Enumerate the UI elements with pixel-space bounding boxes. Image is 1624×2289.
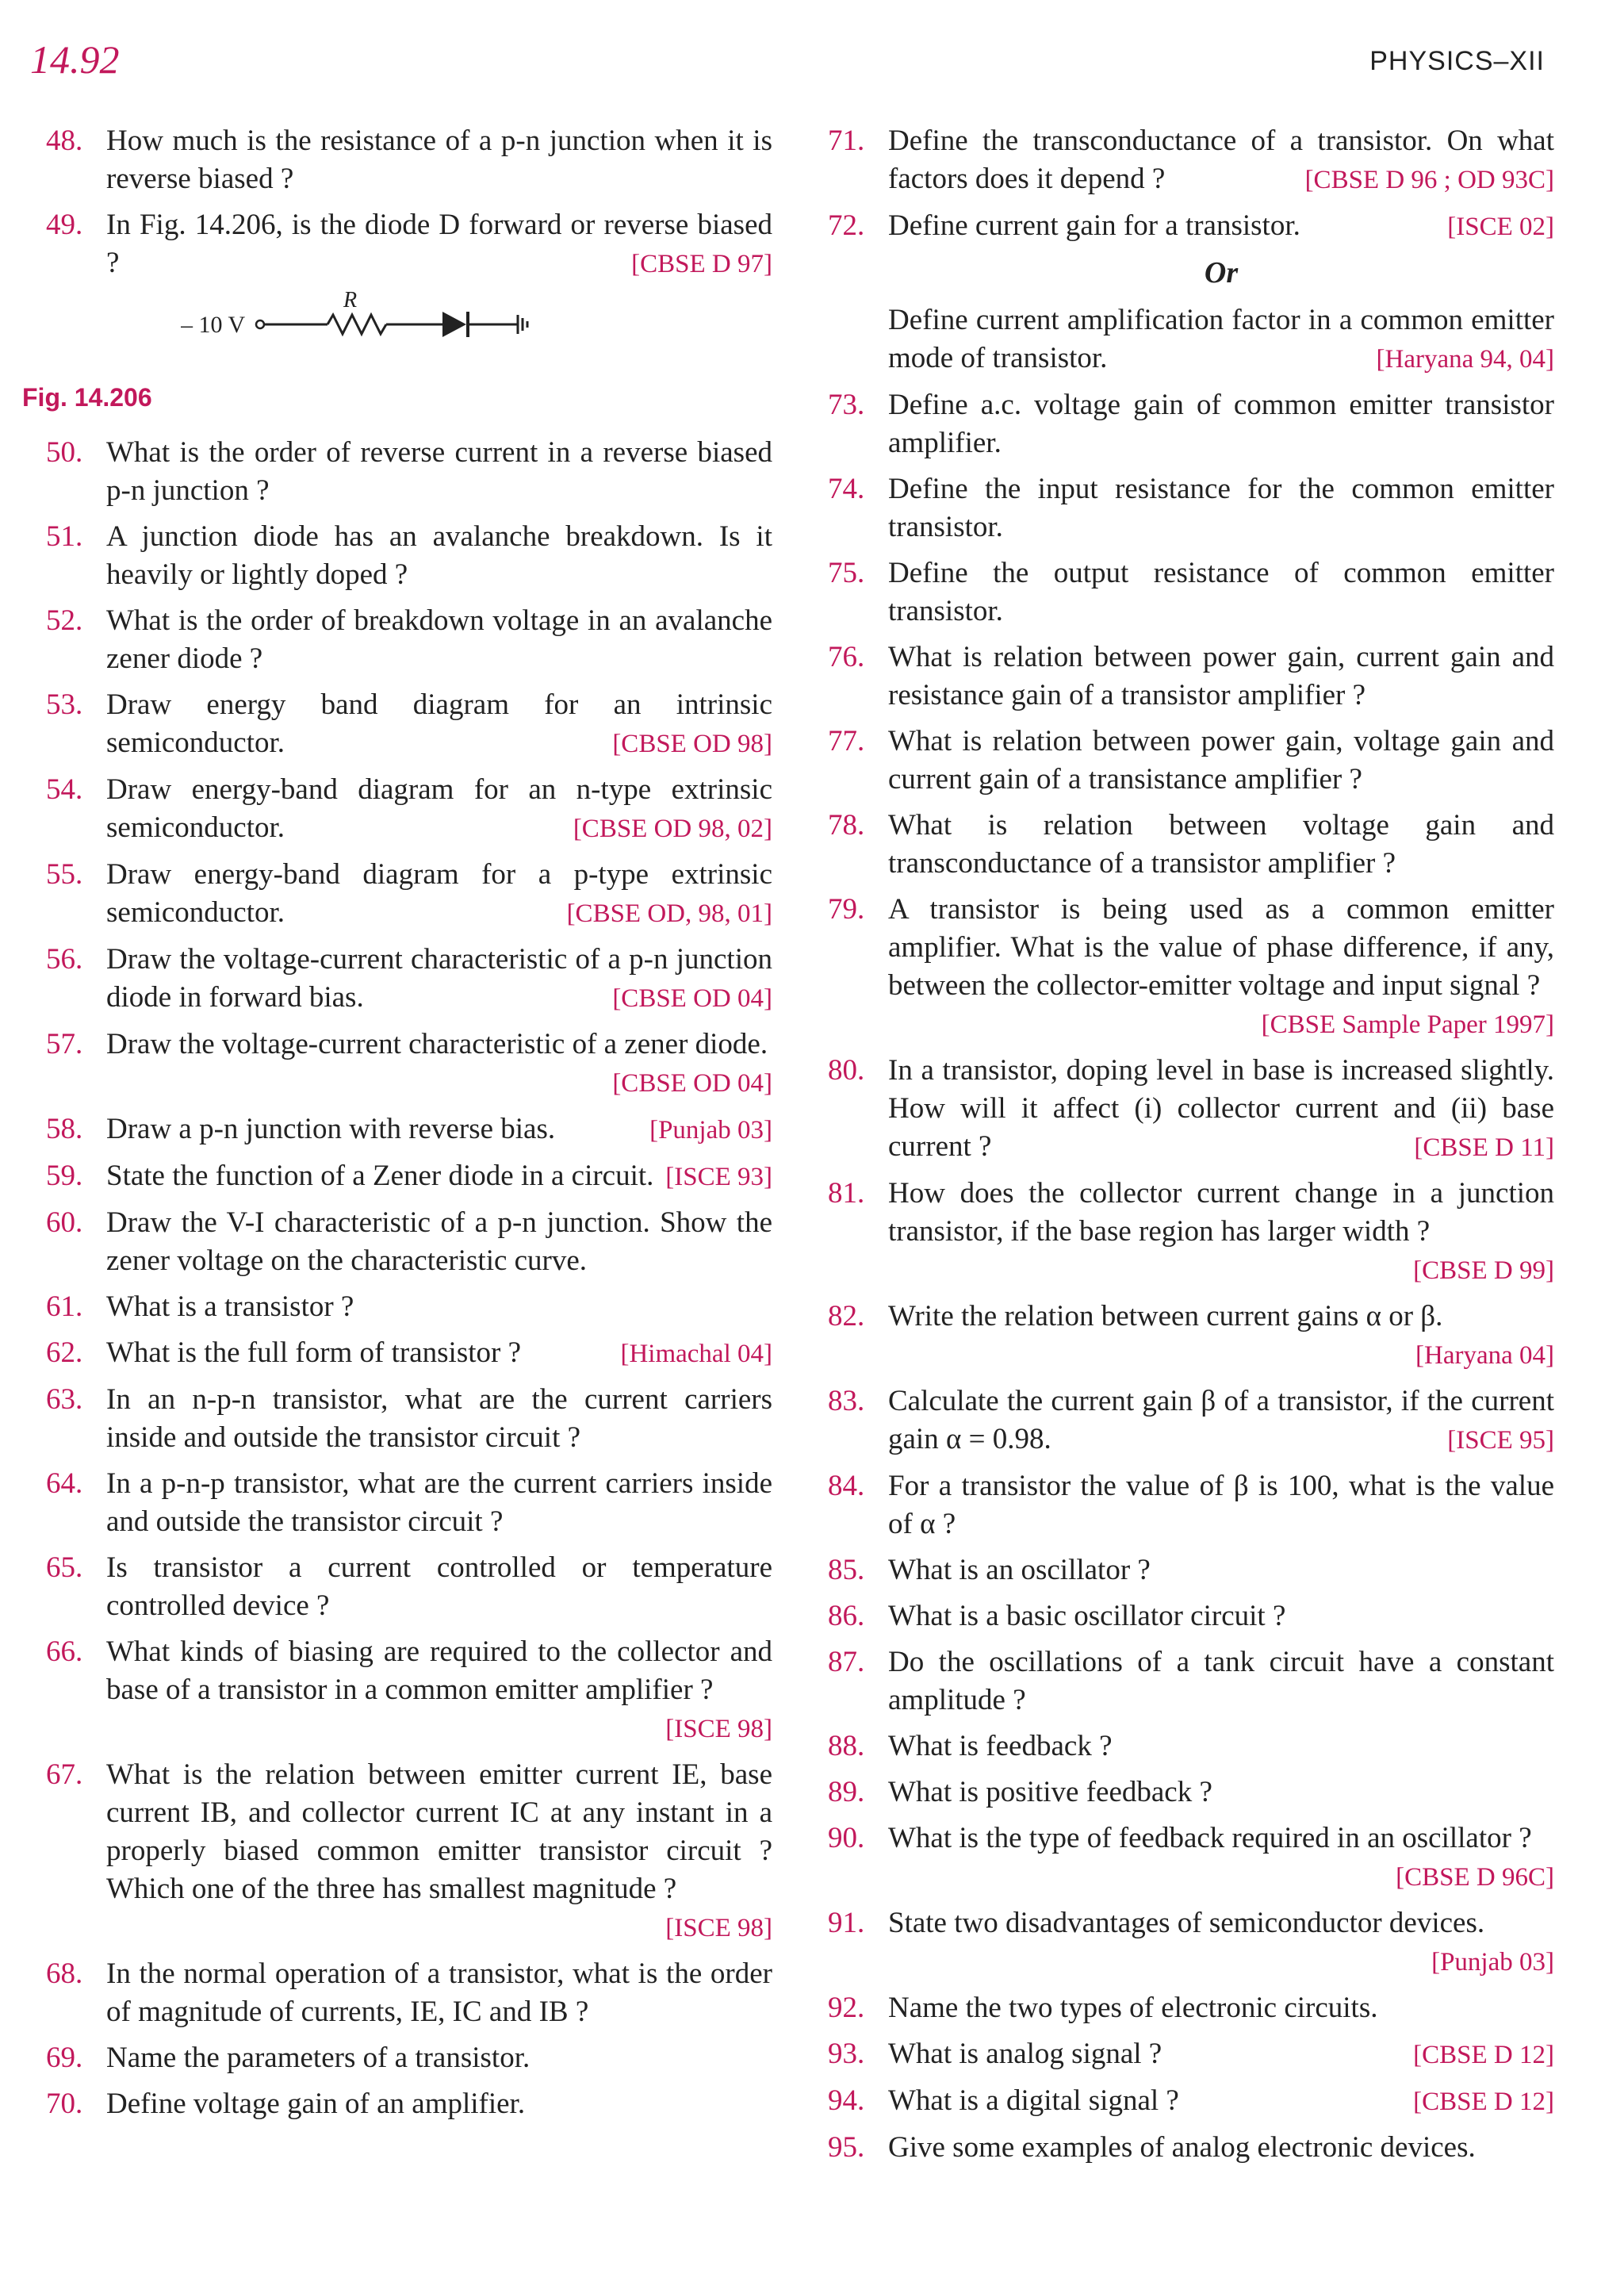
question-source: [Himachal 04]: [620, 1340, 772, 1368]
question-item: [46, 206, 772, 283]
question-text: Give some examples of analog electronic devices.: [888, 2131, 1476, 2164]
question-source: [CBSE OD 98, 02]: [573, 815, 772, 843]
question-number: 61.: [46, 1290, 83, 1323]
question-source: [CBSE D 12]: [1413, 2041, 1554, 2069]
question-source: [CBSE D 97]: [631, 250, 772, 278]
question-text: What is a digital signal ?: [888, 2084, 1179, 2117]
question-number: 67.: [46, 1758, 83, 1791]
question-text: Define a.c. voltage gain of common emitter transistor amplifier.: [888, 389, 1554, 459]
question-text: What is analog signal ?: [888, 2038, 1162, 2070]
question-text: Draw the voltage-current characteristic of a zener diode.: [106, 1028, 768, 1060]
question-item: [46, 1157, 772, 1196]
question-item: [46, 856, 772, 933]
question-item: [828, 1773, 1554, 1812]
question-text: Is transistor a current controlled or temperature controlled device ?: [106, 1551, 772, 1622]
question-item: [46, 1465, 772, 1541]
question-item: [46, 941, 772, 1018]
question-text: What is the order of reverse current in a reverse biased p-n junction ?: [106, 436, 772, 507]
question-source: [CBSE OD, 98, 01]: [566, 899, 772, 928]
question-text: Draw the V-I characteristic of a p-n junction. Show the zener voltage on the characteristic curve.: [106, 1206, 772, 1277]
question-number: 92.: [828, 1992, 865, 2024]
question-number: 58.: [46, 1113, 83, 1145]
question-number: 83.: [828, 1385, 865, 1417]
question-text: Define voltage gain of an amplifier.: [106, 2088, 526, 2120]
question-item: [828, 386, 1554, 462]
question-source: [ISCE 93]: [665, 1163, 772, 1191]
question-text: What is relation between power gain, current gain and resistance gain of a transistor amplifier ?: [888, 641, 1554, 711]
question-number: 51.: [46, 520, 83, 553]
question-text: Calculate the current gain β of a transistor, if the current gain α = 0.98.: [888, 1385, 1554, 1455]
question-number: 56.: [46, 943, 83, 976]
question-item: [828, 723, 1554, 799]
question-text: A junction diode has an avalanche breakdown. Is it heavily or lightly doped ?: [106, 520, 772, 591]
question-item: [828, 1382, 1554, 1459]
question-text: What is positive feedback ?: [888, 1776, 1212, 1808]
question-item: [828, 1904, 1554, 1981]
question-text: What kinds of biasing are required to the collector and base of a transistor in a common emitter amplifier ?: [106, 1635, 772, 1706]
question-item: [828, 1175, 1554, 1290]
question-text: In the normal operation of a transistor, what is the order of magnitude of currents, IE, IC and IB ?: [106, 1957, 772, 2028]
question-number: 77.: [828, 725, 865, 757]
question-item: [46, 122, 772, 198]
question-item: [46, 1334, 772, 1373]
question-source: [ISCE 02]: [1447, 213, 1554, 241]
question-source: [ISCE 95]: [1447, 1426, 1554, 1455]
question-number: 63.: [46, 1383, 83, 1416]
question-number: 66.: [46, 1635, 83, 1668]
question-source: [CBSE OD 98]: [612, 730, 772, 758]
question-text: For a transistor the value of β is 100, what is the value of α ?: [888, 1470, 1554, 1540]
question-source: [CBSE D 96 ; OD 93C]: [1304, 166, 1554, 194]
question-text: State two disadvantages of semiconductor devices.: [888, 1907, 1485, 1939]
question-item: [46, 602, 772, 678]
question-number: 60.: [46, 1206, 83, 1239]
diode-circuit-diagram: [181, 291, 625, 347]
question-number: 81.: [828, 1177, 865, 1210]
question-number: 52.: [46, 604, 83, 637]
question-item: [828, 2129, 1554, 2167]
question-item: [46, 1110, 772, 1149]
question-source: [Haryana 04]: [1415, 1341, 1554, 1370]
question-item: [828, 2035, 1554, 2074]
right-column: [828, 122, 1554, 2175]
question-item: [828, 807, 1554, 883]
question-item: [828, 1727, 1554, 1766]
question-text: In an n-p-n transistor, what are the current carriers inside and outside the transistor circuit ?: [106, 1383, 772, 1454]
question-number: 49.: [46, 209, 83, 241]
question-text: Draw energy-band diagram for an n-type extrinsic semiconductor.: [106, 773, 772, 844]
question-number: 68.: [46, 1957, 83, 1990]
question-text: Write the relation between current gains α or β.: [888, 1300, 1443, 1332]
question-number: 48.: [46, 125, 83, 157]
question-text: A transistor is being used as a common emitter amplifier. What is the value of phase difference, if any, between the collector-emitter voltage and input signal ?: [888, 893, 1554, 1002]
book-title: PHYSICS–XII: [1369, 46, 1545, 76]
question-source: [CBSE D 96C]: [1396, 1863, 1554, 1892]
question-text: Define current gain for a transistor.: [888, 209, 1300, 242]
question-source: [Punjab 03]: [1431, 1948, 1554, 1977]
question-number: 80.: [828, 1054, 865, 1087]
question-number: 54.: [46, 773, 83, 806]
question-text: What is the order of breakdown voltage in an avalanche zener diode ?: [106, 604, 772, 675]
question-number: 79.: [828, 893, 865, 926]
question-number: 86.: [828, 1600, 865, 1632]
question-number: 78.: [828, 809, 865, 842]
question-text: Draw the voltage-current characteristic of a p-n junction diode in forward bias.: [106, 943, 772, 1014]
right-bottom-questions: [828, 301, 1554, 2167]
question-source: [Haryana 94, 04]: [1376, 345, 1554, 374]
question-text: Define the transconductance of a transistor. On what factors does it depend ?: [888, 125, 1554, 195]
question-number: 95.: [828, 2131, 865, 2164]
question-text: Define current amplification factor in a common emitter mode of transistor.: [888, 304, 1554, 374]
question-item: [46, 1026, 772, 1102]
question-item: [46, 1756, 772, 1947]
question-text: Name the parameters of a transistor.: [106, 2042, 530, 2074]
question-number: 82.: [828, 1300, 865, 1332]
question-text: Name the two types of electronic circuits.: [888, 1992, 1378, 2024]
question-text: Draw energy-band diagram for a p-type extrinsic semiconductor.: [106, 858, 772, 929]
question-item: [46, 1549, 772, 1625]
question-number: 65.: [46, 1551, 83, 1584]
question-item: [828, 1989, 1554, 2027]
question-number: 50.: [46, 436, 83, 469]
question-number: 75.: [828, 557, 865, 589]
question-number: 69.: [46, 2042, 83, 2074]
question-text: What is a basic oscillator circuit ?: [888, 1600, 1286, 1632]
diode-symbol: [442, 312, 466, 337]
question-number: 90.: [828, 1822, 865, 1854]
question-number: 93.: [828, 2038, 865, 2070]
question-source: [ISCE 98]: [665, 1914, 772, 1942]
question-item: [46, 2039, 772, 2077]
question-text: In Fig. 14.206, is the diode D forward or reverse biased ?: [106, 209, 772, 279]
left-column: [22, 122, 772, 2131]
question-text: What is feedback ?: [888, 1730, 1113, 1762]
question-source: [CBSE D 11]: [1414, 1133, 1554, 1162]
question-item: [828, 1298, 1554, 1375]
question-item: [46, 1955, 772, 2031]
question-item: [828, 2082, 1554, 2121]
question-item: [46, 686, 772, 763]
question-source: [CBSE OD 04]: [612, 1069, 772, 1098]
question-number: 88.: [828, 1730, 865, 1762]
figure-label: Fig. 14.206: [22, 383, 152, 412]
question-item: [46, 1633, 772, 1748]
page-number: 14.92: [30, 37, 120, 82]
question-number: 91.: [828, 1907, 865, 1939]
question-number: 64.: [46, 1467, 83, 1500]
question-text: Draw a p-n junction with reverse bias.: [106, 1113, 556, 1145]
question-source: [CBSE D 12]: [1413, 2088, 1554, 2116]
question-text: What is the relation between emitter current IE, base current IB, and collector current IC at any instant in a properly biased common emitter transistor circuit ? Which one of the three has smallest magnitude ?: [106, 1758, 772, 1905]
question-text: In a transistor, doping level in base is increased slightly. How will it affect (i) collector current and (ii) base current ?: [888, 1054, 1554, 1163]
question-item: [828, 1819, 1554, 1896]
resistor-symbol: [327, 315, 386, 334]
question-text: Define the output resistance of common emitter transistor.: [888, 557, 1554, 627]
question-text: Do the oscillations of a tank circuit have a constant amplitude ?: [888, 1646, 1554, 1716]
question-source: [CBSE Sample Paper 1997]: [1261, 1010, 1554, 1039]
question-number: 72.: [828, 209, 865, 242]
question-text: Define the input resistance for the common emitter transistor.: [888, 473, 1554, 543]
or-separator: Or: [1204, 256, 1239, 289]
voltage-label: – 10 V: [181, 312, 246, 338]
question-number: 76.: [828, 641, 865, 673]
question-item: [828, 638, 1554, 715]
question-number: 71.: [828, 125, 865, 157]
right-top-questions: [828, 122, 1554, 246]
question-text: What is a transistor ?: [106, 1290, 354, 1323]
question-number: 70.: [46, 2088, 83, 2120]
question-number: 84.: [828, 1470, 865, 1502]
question-item: [46, 518, 772, 594]
question-text: What is relation between voltage gain and transconductance of a transistor amplifier ?: [888, 809, 1554, 880]
question-number: 94.: [828, 2084, 865, 2117]
question-item: [828, 207, 1554, 246]
question-item: [46, 1381, 772, 1457]
question-text: How much is the resistance of a p-n junction when it is reverse biased ?: [106, 125, 772, 195]
question-text: What is the full form of transistor ?: [106, 1336, 522, 1369]
question-number: 85.: [828, 1554, 865, 1586]
question-source: [Punjab 03]: [649, 1116, 772, 1144]
question-item: [46, 771, 772, 848]
question-source: [ISCE 98]: [665, 1715, 772, 1743]
question-item: [46, 434, 772, 510]
question-source: [CBSE D 99]: [1413, 1256, 1554, 1285]
left-top-questions: [46, 122, 772, 283]
resistor-label: R: [343, 291, 358, 312]
question-item: [828, 1467, 1554, 1543]
question-number: 57.: [46, 1028, 83, 1060]
question-item: [828, 891, 1554, 1044]
question-text: State the function of a Zener diode in a circuit.: [106, 1160, 654, 1192]
question-number: 87.: [828, 1646, 865, 1678]
question-number: 59.: [46, 1160, 83, 1192]
question-item: [828, 1052, 1554, 1167]
question-item: [828, 122, 1554, 199]
question-item: [46, 2085, 772, 2123]
question-text: What is relation between power gain, voltage gain and current gain of a transistance amplifier ?: [888, 725, 1554, 796]
question-text: Draw energy band diagram for an intrinsic semiconductor.: [106, 688, 772, 759]
left-bottom-questions: [46, 434, 772, 2123]
question-item: [828, 301, 1554, 378]
question-item: [46, 1288, 772, 1326]
question-item: [828, 1597, 1554, 1635]
question-number: 73.: [828, 389, 865, 421]
question-number: 55.: [46, 858, 83, 891]
question-number: 53.: [46, 688, 83, 721]
question-item: [828, 1643, 1554, 1720]
question-text: In a p-n-p transistor, what are the current carriers inside and outside the transistor circuit ?: [106, 1467, 772, 1538]
question-number: 62.: [46, 1336, 83, 1369]
question-item: [828, 554, 1554, 631]
question-text: What is an oscillator ?: [888, 1554, 1151, 1586]
question-item: [828, 470, 1554, 546]
question-number: 89.: [828, 1776, 865, 1808]
question-item: [828, 1551, 1554, 1589]
question-number: 74.: [828, 473, 865, 505]
figure-14-206: [22, 291, 772, 412]
question-source: [CBSE OD 04]: [612, 984, 772, 1013]
question-text: What is the type of feedback required in an oscillator ?: [888, 1822, 1532, 1854]
question-text: How does the collector current change in a junction transistor, if the base region has larger width ?: [888, 1177, 1554, 1248]
question-item: [46, 1204, 772, 1280]
